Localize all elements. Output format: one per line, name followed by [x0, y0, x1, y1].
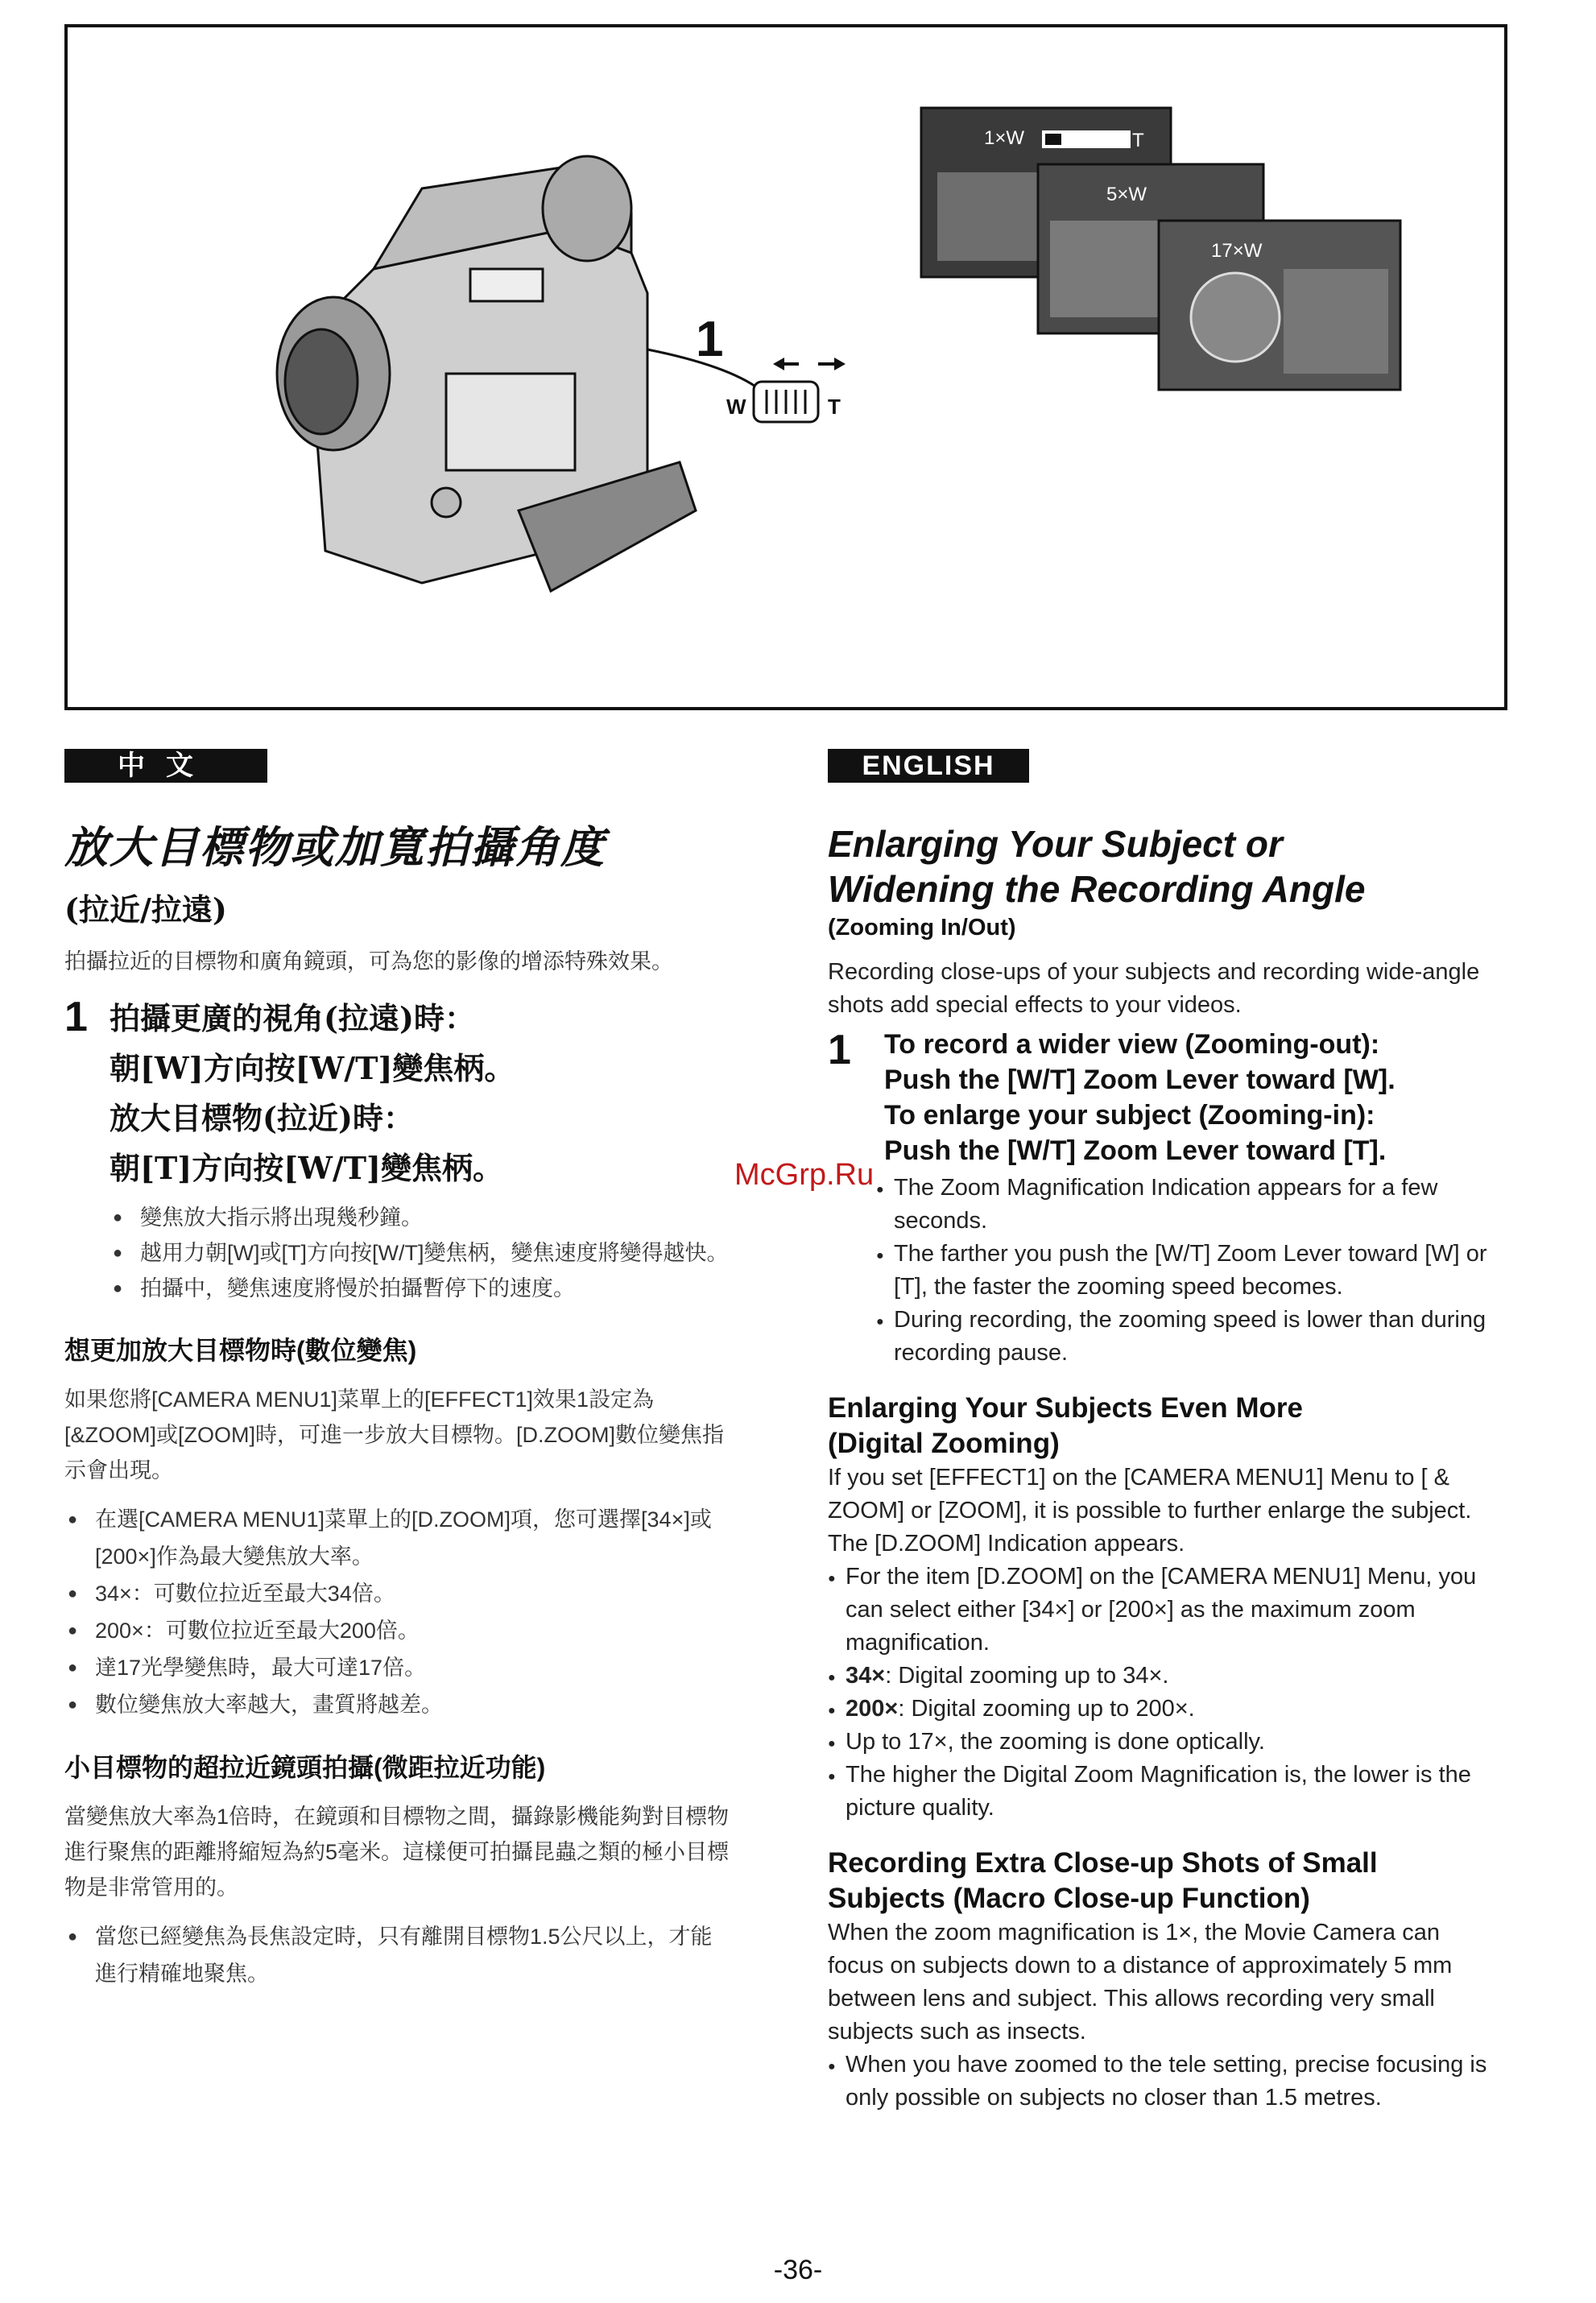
list-item: ● The higher the Digital Zoom Magnification is, the lower is the picture quality.	[828, 1759, 1496, 1825]
list-item: ● 達17光學變焦時，最大可達17倍。	[64, 1649, 733, 1686]
chinese-digital-zoom-notes	[64, 1501, 733, 1723]
english-column	[828, 749, 1496, 2115]
step-line: To record a wider view (Zooming-out):	[884, 1029, 1380, 1060]
zoom-lever-diagram	[726, 358, 846, 422]
step-line: 放大目標物(拉近)時：	[110, 1100, 414, 1136]
zoom-screen-17x	[1159, 221, 1400, 390]
english-macro-body: When the zoom magnification is 1×, the Movie Camera can focus on subjects down to a distance of approximately 5 mm between lens and subject. This allows recording very small subjects such as insects.	[828, 1920, 1453, 2045]
list-item: ● 當您已經變焦為長焦設定時，只有離開目標物1.5公尺以上，才能進行精確地聚焦。	[64, 1918, 733, 1992]
list-item: ● 200×：可數位拉近至最大200倍。	[64, 1612, 733, 1649]
watermark-text: McGrp.Ru	[734, 1158, 874, 1192]
page-number: -36-	[773, 2255, 823, 2285]
english-title-line: Enlarging Your Subject or	[828, 823, 1283, 865]
list-item	[828, 1660, 1496, 1693]
chinese-digital-zoom-heading: 想更加放大目標物時(數位變焦)	[64, 1336, 417, 1365]
list-item: ● 越用力朝[W]或[T]方向按[W/T]變焦柄，變焦速度將變得越快。	[110, 1235, 733, 1271]
zoom-1x-label: 1×W	[984, 127, 1025, 149]
zoom-1x-t-label: T	[1132, 130, 1144, 151]
list-item: ● The farther you push the [W/T] Zoom Lever toward [W] or [T], the faster the zooming speed becomes.	[876, 1238, 1496, 1304]
list-item: ● 在選[CAMERA MENU1]菜單上的[D.ZOOM]項，您可選擇[34×]或[200×]作為最大變焦放大率。	[64, 1501, 733, 1575]
english-title	[828, 821, 1496, 912]
chinese-column	[64, 749, 733, 1992]
lever-t-label: T	[828, 395, 841, 419]
english-digital-zoom-body: If you set [EFFECT1] on the [CAMERA MENU1] Menu to [ & ZOOM] or [ZOOM], it is possible to further enlarge the subject.	[828, 1465, 1472, 1524]
chinese-step-1	[64, 994, 733, 1193]
list-item: ● The Zoom Magnification Indication appears for a few seconds.	[876, 1172, 1496, 1238]
list-item	[828, 1693, 1496, 1726]
camcorder-illustration	[68, 27, 1504, 707]
chinese-digital-zoom-body: 如果您將[CAMERA MENU1]菜單上的[EFFECT1]效果1設定為[&ZOOM]或[ZOOM]時，可進一步放大目標物。[D.ZOOM]數位變焦指示會出現。	[64, 1387, 724, 1482]
list-item: ● During recording, the zooming speed is lower than during recording pause.	[876, 1304, 1496, 1370]
list-item: ● 拍攝中，變焦速度將慢於拍攝暫停下的速度。	[110, 1271, 733, 1306]
chinese-language-tab: 中文	[64, 749, 267, 783]
step-line: 朝[T]方向按[W/T]變焦柄。	[110, 1150, 504, 1186]
step-number: 1	[64, 994, 88, 1040]
chinese-macro-body: 當變焦放大率為1倍時，在鏡頭和目標物之間，攝錄影機能夠對目標物進行聚焦的距離將縮短為約5毫米。這樣便可拍攝昆蟲之類的極小目標物是非常管用的。	[64, 1805, 730, 1900]
english-step-1	[828, 1027, 1496, 1168]
arrow-left-icon	[773, 358, 784, 370]
step-line: To enlarge your subject (Zooming-in):	[884, 1100, 1375, 1131]
chinese-macro-heading: 小目標物的超拉近鏡頭拍攝(微距拉近功能)	[64, 1753, 546, 1782]
english-intro: Recording close-ups of your subjects and recording wide-angle shots add special effects to your videos.	[828, 959, 1480, 1018]
heading-line: Enlarging Your Subjects Even More	[828, 1392, 1303, 1424]
lever-w-label: W	[726, 395, 746, 419]
step-line: 拍攝更廣的視角(拉遠)時：	[110, 1000, 475, 1036]
step-line: Push the [W/T] Zoom Lever toward [T].	[884, 1135, 1387, 1166]
english-macro-heading	[828, 1846, 1496, 1916]
list-item: ● 34×：可數位拉近至最大34倍。	[64, 1575, 733, 1612]
english-macro-notes	[828, 2049, 1496, 2115]
english-step-notes	[876, 1172, 1496, 1370]
illustration-frame	[64, 24, 1507, 710]
list-item: ● 數位變焦放大率越大，畫質將越差。	[64, 1686, 733, 1723]
chinese-macro-notes	[64, 1918, 733, 1992]
english-language-tab: ENGLISH	[828, 749, 1029, 783]
list-item: ● When you have zoomed to the tele setting, precise focusing is only possible on subjects no closer than 1.5 metres.	[828, 2049, 1496, 2115]
english-title-line: Widening the Recording Angle	[828, 868, 1366, 910]
english-subtitle: (Zooming In/Out)	[828, 915, 1016, 941]
list-item: ● 變焦放大指示將出現幾秒鐘。	[110, 1200, 733, 1235]
step-line: Push the [W/T] Zoom Lever toward [W].	[884, 1065, 1395, 1095]
heading-line: (Digital Zooming)	[828, 1428, 1060, 1459]
step-number: 1	[828, 1027, 851, 1073]
step-1-label: 1	[696, 312, 724, 367]
english-digital-zoom-indication: The [D.ZOOM] Indication appears.	[828, 1531, 1185, 1557]
chinese-title: 放大目標物或加寬拍攝角度	[64, 821, 606, 873]
option-34x-label: 34×	[846, 1663, 886, 1689]
option-200x-label: 200×	[846, 1696, 899, 1722]
english-digital-zoom-notes	[828, 1561, 1496, 1825]
list-item: ● Up to 17×, the zooming is done optically.	[828, 1726, 1496, 1759]
english-digital-zoom-heading	[828, 1391, 1496, 1462]
zoom-5x-label: 5×W	[1106, 184, 1147, 205]
step-line: 朝[W]方向按[W/T]變焦柄。	[110, 1050, 515, 1086]
option-200x-text: : Digital zooming up to 200×.	[898, 1696, 1195, 1722]
chinese-step-notes	[110, 1200, 733, 1306]
heading-line: Recording Extra Close-up Shots of Small	[828, 1847, 1378, 1879]
camcorder-drawing	[277, 156, 696, 591]
chinese-subtitle: (拉近/拉遠)	[64, 891, 227, 928]
arrow-right-icon	[834, 358, 846, 370]
list-item: ● For the item [D.ZOOM] on the [CAMERA MENU1] Menu, you can select either [34×] or [200×] as the maximum zoom magnification.	[828, 1561, 1496, 1660]
zoom-17x-label: 17×W	[1211, 240, 1263, 262]
heading-line: Subjects (Macro Close-up Function)	[828, 1883, 1310, 1914]
option-34x-text: : Digital zooming up to 34×.	[885, 1663, 1169, 1689]
chinese-intro: 拍攝拉近的目標物和廣角鏡頭，可為您的影像的增添特殊效果。	[64, 949, 673, 974]
